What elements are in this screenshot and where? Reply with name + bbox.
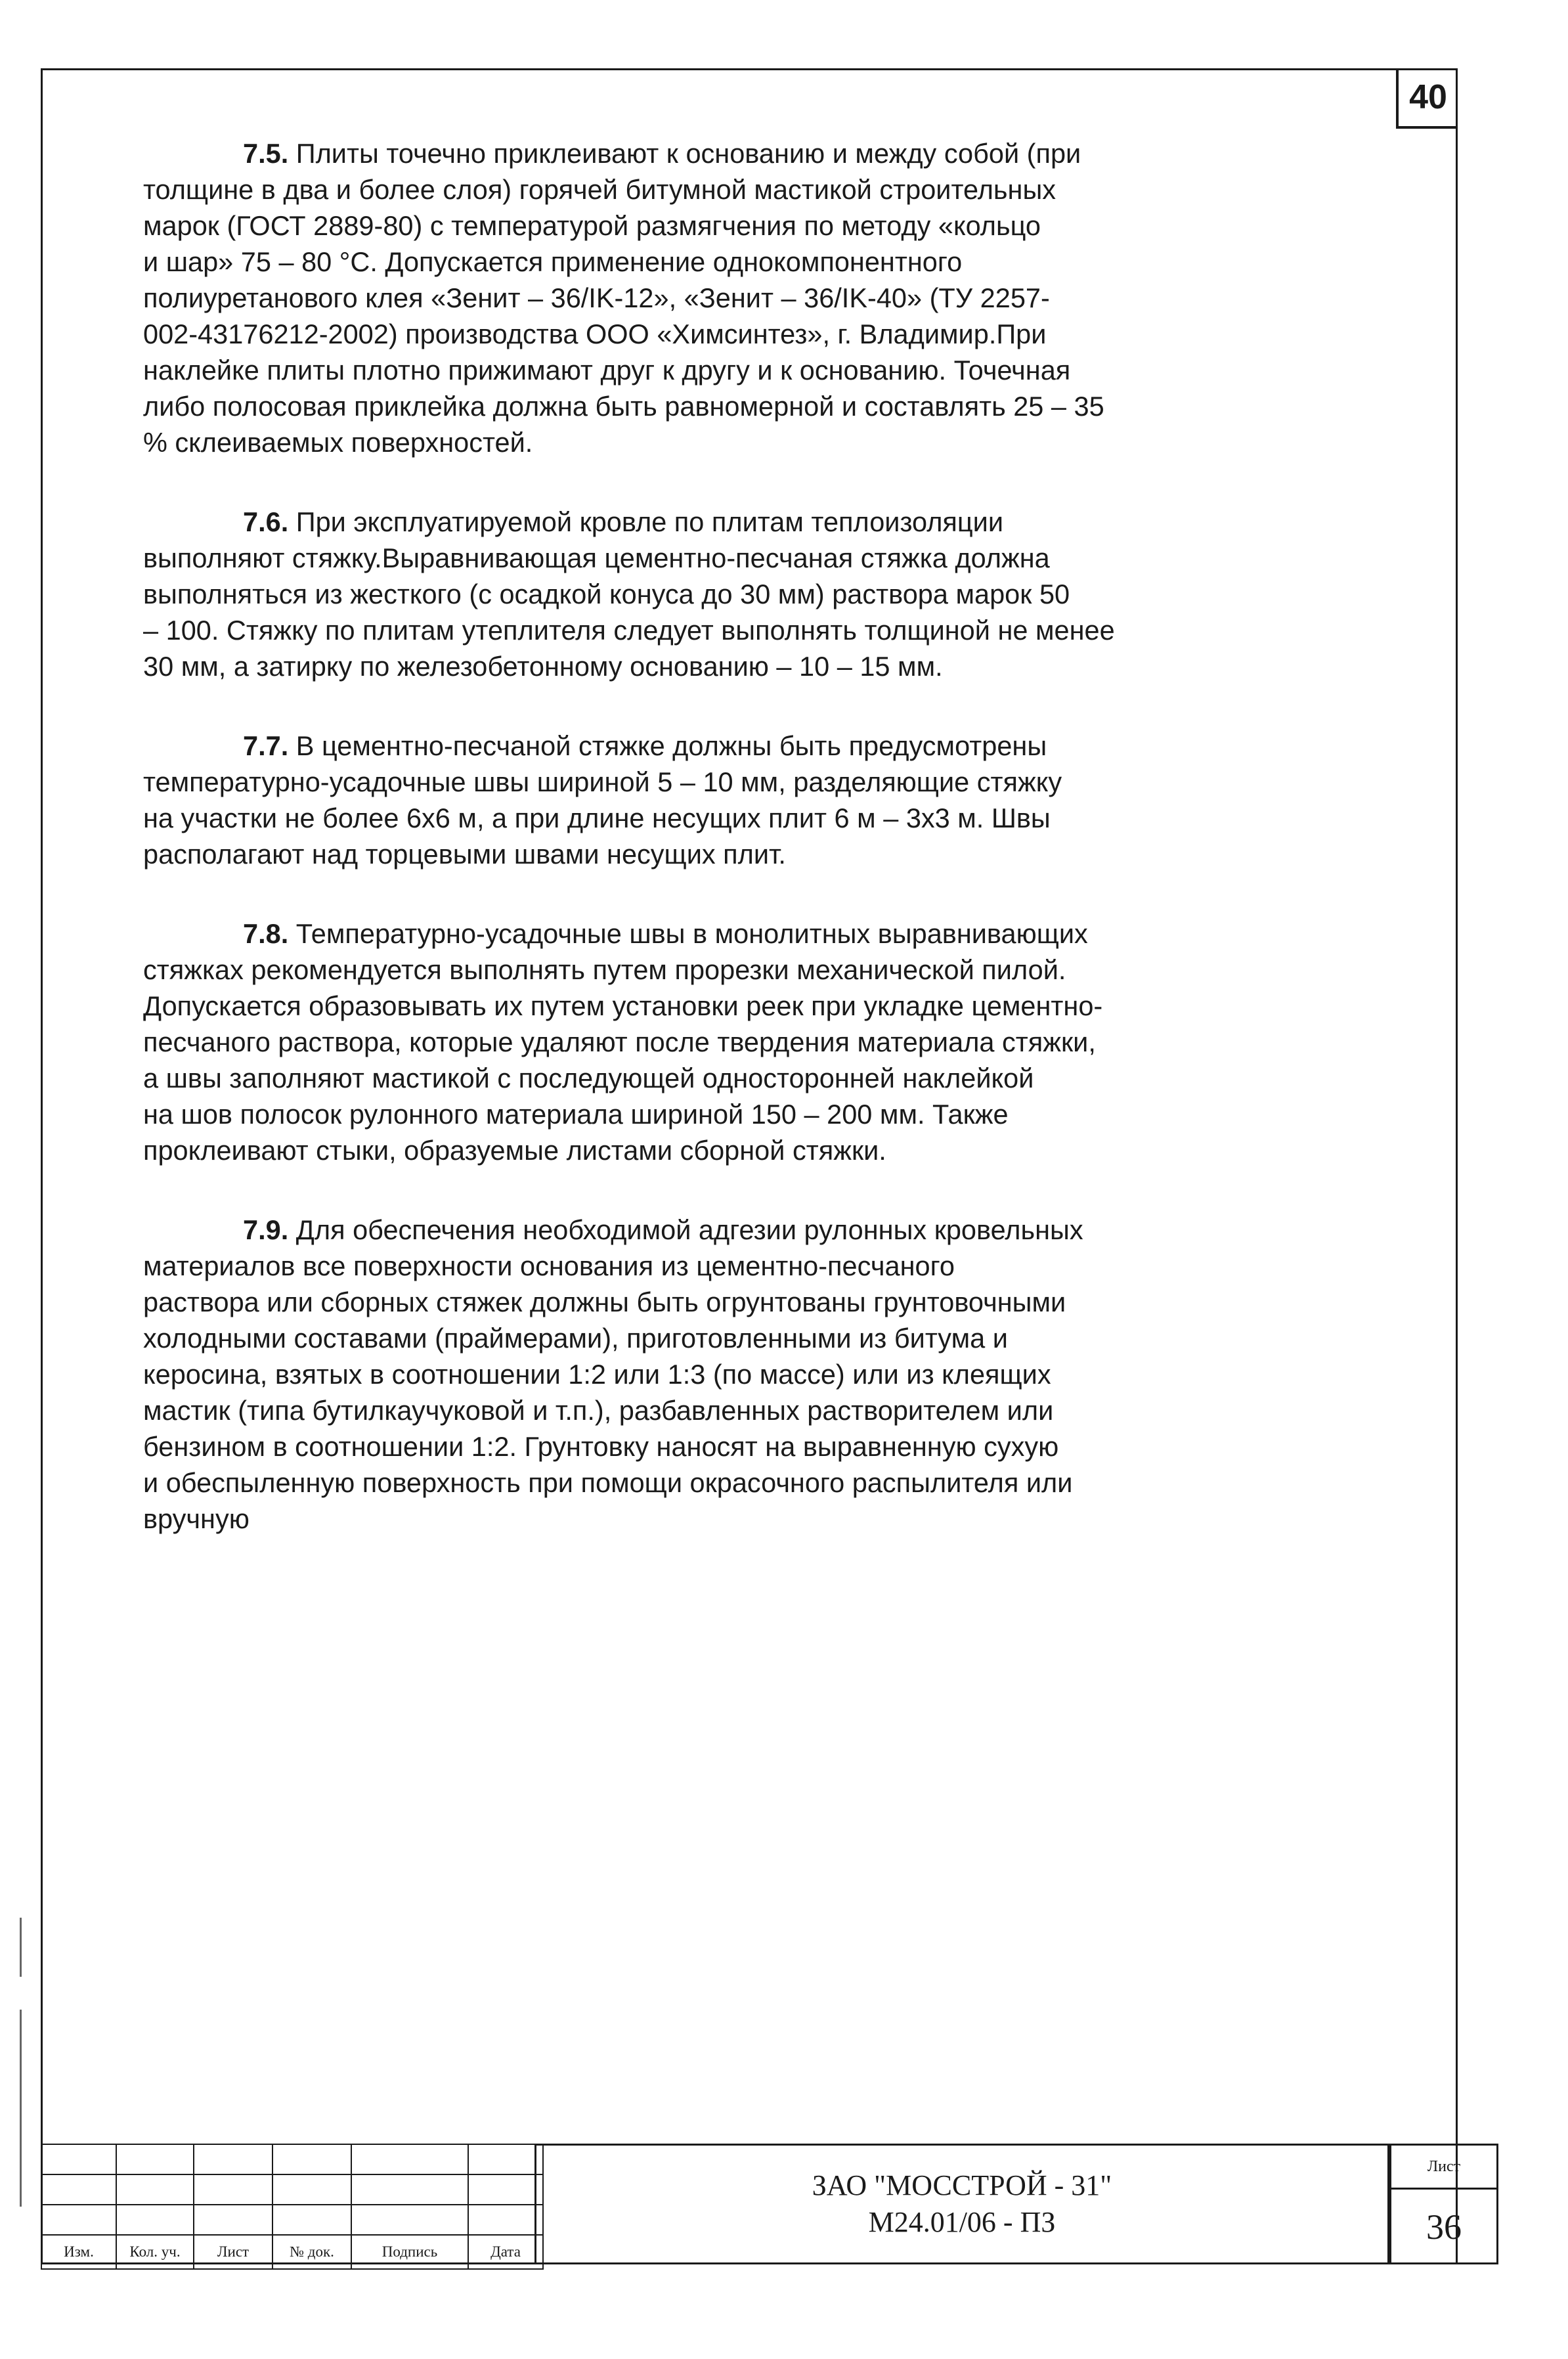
clause-number: 7.5. <box>243 138 289 169</box>
revision-table <box>41 2144 544 2270</box>
stamp-title-cell <box>534 2144 1389 2264</box>
text-line: проклеивают стыки, образуемые листами сборной стяжки. <box>143 1135 886 1166</box>
text-line <box>143 135 1351 171</box>
clause-number: 7.8. <box>243 918 289 949</box>
text-line: мастик (типа бутилкаучуковой и т.п.), разбавленных растворителем или <box>143 1395 1054 1426</box>
text-line <box>143 1212 1351 1248</box>
text-line: Допускается образовывать их путем установки реек при укладке цементно- <box>143 990 1103 1021</box>
text-line: холодными составами (праймерами), приготовленными из битума и <box>143 1323 1008 1354</box>
text-line: материалов все поверхности основания из цементно-песчаного <box>143 1250 955 1281</box>
document-body <box>143 135 1351 1580</box>
text-line: выполняют стяжку.Выравнивающая цементно-песчаная стяжка должна <box>143 542 1050 573</box>
text-line: 002-43176212-2002) производства ООО «Химсинтез», г. Владимир.При <box>143 319 1047 349</box>
text-line: температурно-усадочные швы шириной 5 – 10 мм, разделяющие стяжку <box>143 766 1062 797</box>
binding-mark <box>20 2010 22 2207</box>
col-date: Дата <box>468 2235 543 2269</box>
paragraph <box>143 504 1351 684</box>
clause-text: Для обеспечения необходимой адгезии рулонных кровельных <box>288 1214 1083 1245</box>
text-line: марок (ГОСТ 2889-80) с температурой размягчения по методу «кольцо <box>143 210 1041 241</box>
text-line: песчаного раствора, которые удаляют после твердения материала стяжки, <box>143 1026 1096 1057</box>
text-line: и шар» 75 – 80 °С. Допускается применение однокомпонентного <box>143 246 963 277</box>
paragraph <box>143 915 1351 1168</box>
sheet-label: Лист <box>1391 2146 1496 2190</box>
clause-number: 7.7. <box>243 730 289 761</box>
text-line: наклейке плиты плотно прижимают друг к другу и к основанию. Точечная <box>143 355 1071 386</box>
text-line: – 100. Стяжку по плитам утеплителя следует выполнять толщиной не менее <box>143 615 1115 646</box>
clause-number: 7.6. <box>243 506 289 537</box>
page-number: 40 <box>1396 68 1458 129</box>
text-line <box>143 728 1351 764</box>
text-line: на шов полосок рулонного материала шириной 150 – 200 мм. Также <box>143 1099 1009 1130</box>
clause-text: Температурно-усадочные швы в монолитных выравнивающих <box>288 918 1088 949</box>
col-kol-uch: Кол. уч. <box>116 2235 194 2269</box>
col-izm: Изм. <box>41 2235 116 2269</box>
paragraph <box>143 1212 1351 1537</box>
text-line: раствора или сборных стяжек должны быть огрунтованы грунтовочными <box>143 1287 1066 1317</box>
paragraph <box>143 135 1351 460</box>
text-line: бензином в соотношении 1:2. Грунтовку наносят на выравненную сухую <box>143 1431 1059 1462</box>
text-line: 30 мм, а затирку по железобетонному основанию – 10 – 15 мм. <box>143 651 943 682</box>
text-line: на участки не более 6х6 м, а при длине несущих плит 6 м – 3х3 м. Швы <box>143 803 1051 833</box>
clause-number: 7.9. <box>243 1214 289 1245</box>
sheet-cell <box>1389 2144 1498 2264</box>
clause-text: Плиты точечно приклеивают к основанию и между собой (при <box>288 138 1081 169</box>
text-line: вручную <box>143 1503 250 1534</box>
text-line: полиуретанового клея «Зенит – 36/IK-12», «Зенит – 36/IK-40» (ТУ 2257- <box>143 282 1050 313</box>
text-line: стяжках рекомендуется выполнять путем прорезки механической пилой. <box>143 954 1066 985</box>
text-line: либо полосовая приклейка должна быть равномерной и составлять 25 – 35 <box>143 391 1104 422</box>
clause-text: В цементно-песчаной стяжке должны быть предусмотрены <box>288 730 1047 761</box>
text-line: располагают над торцевыми швами несущих плит. <box>143 839 786 870</box>
binding-mark <box>20 1918 22 1977</box>
text-line: выполняться из жесткого (с осадкой конуса до 30 мм) раствора марок 50 <box>143 579 1070 609</box>
col-signature: Подпись <box>351 2235 468 2269</box>
col-doc-no: № док. <box>272 2235 351 2269</box>
title-block <box>41 2144 1462 2264</box>
sheet-number: 36 <box>1426 2207 1462 2247</box>
document-code: М24.01/06 - ПЗ <box>868 2206 1056 2238</box>
text-line: керосина, взятых в соотношении 1:2 или 1:3 (по массе) или из клеящих <box>143 1359 1051 1390</box>
text-line: % склеиваемых поверхностей. <box>143 427 533 458</box>
text-line: и обеспыленную поверхность при помощи окрасочного распылителя или <box>143 1467 1073 1498</box>
text-line <box>143 504 1351 540</box>
paragraph <box>143 728 1351 872</box>
text-line: а швы заполняют мастикой с последующей односторонней наклейкой <box>143 1063 1034 1093</box>
clause-text: При эксплуатируемой кровле по плитам теплоизоляции <box>288 506 1004 537</box>
col-list: Лист <box>194 2235 272 2269</box>
text-line <box>143 915 1351 952</box>
text-line: толщине в два и более слоя) горячей битумной мастикой строительных <box>143 174 1056 205</box>
organization-name: ЗАО "МОССТРОЙ - 31" <box>812 2169 1112 2201</box>
